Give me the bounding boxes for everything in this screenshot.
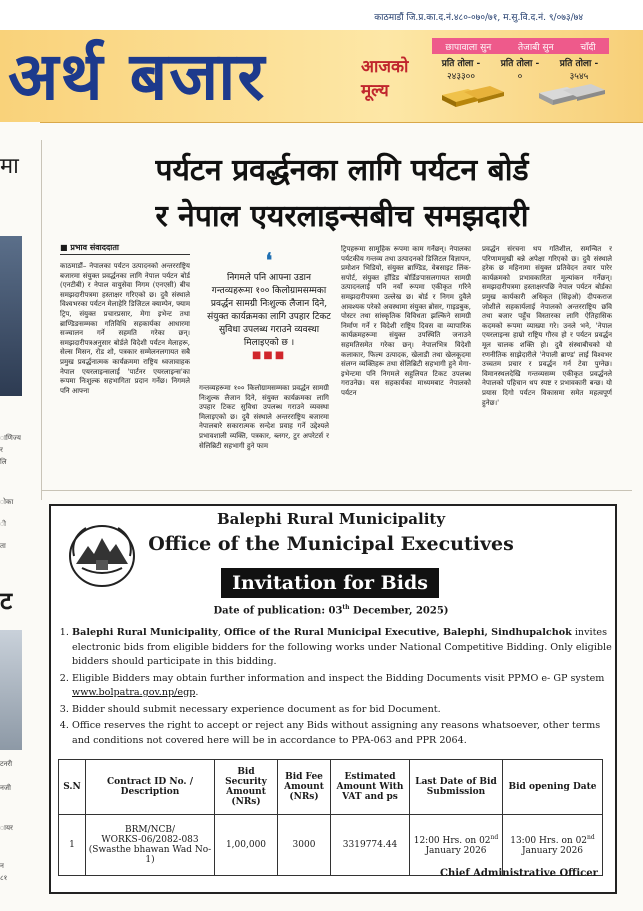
notice-term: 4. Office reserves the right to accept or reject any Bids without assigning any reasons whatsoever, other terms and conditions not covered here will be in accordance to PPA-063 and PPR 2064. xyxy=(72,719,618,748)
cell-sn: 1 xyxy=(59,815,86,876)
price-gold-hallmark: प्रति तोला - २४३३०० xyxy=(441,59,481,82)
table-header: Contract ID No. / Description xyxy=(86,760,215,815)
notice-terms xyxy=(58,626,618,750)
quote-divider-icon: ■■■ xyxy=(251,350,287,361)
left-column-fragment xyxy=(0,122,40,910)
egp-link[interactable]: www.bolpatra.gov.np/egp xyxy=(72,687,196,698)
table-header: Bid Fee Amount (NRs) xyxy=(278,760,331,815)
left-fragment: मा xyxy=(0,154,19,179)
bid-table xyxy=(58,759,603,876)
gold-bars-icon xyxy=(438,80,508,108)
left-fragment: र xyxy=(0,446,3,454)
left-fragment: न xyxy=(0,862,4,870)
left-fragment: ता xyxy=(0,542,6,550)
cell-last-date: 12:00 Hrs. on 02nd January 2026 xyxy=(410,815,503,876)
cell-fee: 3000 xyxy=(278,815,331,876)
table-header: Estimated Amount With VAT and ps xyxy=(331,760,410,815)
table-row xyxy=(59,815,603,876)
notice-term: 1. Balephi Rural Municipality, Office of the Rural Municipal Executive, Balephi, Sindhupalchok invites electronic bids from eligible bidders for the following works under National Competitive Bidding. Only eligible bidders should participate in this bidding. xyxy=(72,626,618,670)
table-header: S.N xyxy=(59,760,86,815)
publication-date: Date of publication: 03th December, 2025) xyxy=(213,604,449,617)
left-fragment: ८१ xyxy=(0,874,8,882)
notice-office: Office of the Municipal Executives xyxy=(148,533,514,555)
table-header-row xyxy=(59,760,603,815)
left-fragment: लि xyxy=(0,458,7,466)
notice-banner: Invitation for Bids xyxy=(221,568,439,598)
notice-term: 3. Bidder should submit necessary experience document as for bid Document. xyxy=(72,703,618,718)
article-column-2: गन्तव्यहरूमा १०० किलोग्रामसम्मका प्रवर्द्धन सामग्री निःशुल्क लैजान दिने, संयुक्त कार्यक्रमका लागि उपहार टिकट सुविधा उपलब्ध गराउने व्यवस्था मिलाइएको छ। दुवै संस्थाले अन्तरराष्ट्रिय बजारमा नेपालबारे सकारात्मक सन्देश प्रवाह गर्ने उद्देश्यले प्रभावशाली व्यक्ति, पत्रकार, ब्लगर, टुर अपरेटर्स र सेलिब्रिटी सहभागी हुने फाम xyxy=(199,384,329,450)
cell-security: 1,00,000 xyxy=(215,815,278,876)
price-tab: चाँदी xyxy=(580,42,596,53)
table-header: Bid opening Date xyxy=(503,760,603,815)
silver-bars-icon xyxy=(535,78,607,108)
byline-rule xyxy=(60,254,190,255)
price-silver: प्रति तोला - ३५४५ xyxy=(559,59,599,82)
notice-term: 2. Eligible Bidders may obtain further information and inspect the Bidding Documents visit PPMO e- GP system www.bolpatra.gov.np/egp. xyxy=(72,672,618,701)
registration-number: काठमाडौं जि.प्र.का.द.नं.४८०-०७०/७१, म.सु.वि.द.नं. ९/०७३/७४ xyxy=(374,13,583,23)
notice-organization: Balephi Rural Municipality xyxy=(216,510,446,528)
registration-strip xyxy=(0,0,643,30)
notice-signature: Chief Administrative Officer xyxy=(440,868,598,879)
price-heading-line1: आजको xyxy=(361,57,409,77)
price-heading-line2: मूल्य xyxy=(361,81,389,101)
column-divider xyxy=(41,140,42,500)
article-column-3: ट्रिपहरूमा सामूहिक रूपमा काम गर्नेछन्। नेपालका पर्यटकीय गन्तव्य तथा उत्पादनको डिजिटल विज्ञापन, प्रमोशन भिडियो, संयुक्त ब्राण्डिड, वेबसाइट लिंक-सपोर्ट, संयुक्त हाँडिड बोर्डिङपासलगायत सामग्री उत्पादनलाई पनि नयाँ रूपमा एकीकृत गरिने समझदारीपत्रमा उल्लेख छ। बोर्ड र निगम दुवैले आवश्यक परेको अवस्थामा संयुक्त ब्रोसर, गाइडबुक, पोस्टर तथा सांस्कृतिक विविधता झल्किने सामग्री निर्माण गर्ने र विदेशी राष्ट्रिय दिवस वा व्यापारिक कार्यक्रमहरूमा संयुक्त उपस्थिति जनाउने सहमतिसमेत गरेका छन्। नेपालभित्र विदेशी कलाकार, फिल्म उत्पादक, खेलाडी तथा खेलकूदमा संलग्न व्यक्तिहरू तथा सेलिब्रिटी सहभागी हुने मेगा-इभेन्टमा पनि निगमले सहुलियत टिकट उपलब्ध गराउनेछ। यस सहकार्यका माध्यमबाट नेपालको पर्यटन xyxy=(341,245,471,397)
byline: ■ प्रभाव संवाददाता xyxy=(60,242,119,252)
nepal-emblem-icon xyxy=(66,520,138,590)
left-fragment: ी xyxy=(0,520,6,528)
left-fragment: ोका xyxy=(0,498,14,506)
article-column-4: प्रवर्द्धन संरचना थप गतिशील, समन्वित र परिणाममुखी बन्ने अपेक्षा गरिएको छ। दुवै संस्थाले हरेक छ महिनामा संयुक्त प्रतिवेदन तयार पारेर कार्यक्रमको प्रभावकारिता मूल्यांकन गर्नेछन्। समझदारीपत्रमा हस्ताक्षरपछि नेपाल पर्यटन बोर्डका प्रमुख कार्यकारी अधिकृत (सिइओ) दीपकराज जोशीले सहकार्यलाई नेपालको अन्तरराष्ट्रिय छवि तथा बजार पहुँच विस्तारका लागि ऐतिहासिक कदमको रूपमा व्याख्या गरे। उनले भने, 'नेपाल एयरलाइन्स हाम्रो राष्ट्रिय गौरव हो र पर्यटन प्रवर्द्धन मूल चालक शक्ति हो। दुवै संस्थाबीचको यो रणनीतिक साझेदारीले 'नेपाली ब्राण्ड' लाई विश्वभर उच्चतम प्रचार र प्रवर्द्धन गर्न टेवा पुग्नेछ। विमानस्थलदेखि गन्तव्यसम्म एकीकृत प्रवर्द्धनले नेपालको पहिचान थप स्पष्ट र प्रभावकारी बन्छ। यो प्रयास दिगो पर्यटन विकासमा समेत महत्वपूर्ण हुनेछ।' xyxy=(482,245,612,407)
pull-quote-text: निगमले पनि आफ्ना उडान गन्तव्यहरूमा १०० किलोग्रामसम्मका प्रवर्द्धन सामग्री निःशुल्क लैजान दिने, संयुक्त कार्यक्रमका लागि उपहार टिकट सुविधा उपलब्ध गराउने व्यवस्था मिलाइएको छ । xyxy=(207,273,331,348)
pull-quote xyxy=(206,248,332,361)
masthead-title: अर्थ बजार xyxy=(8,37,267,115)
cell-contract: BRM/NCB/ WORKS-06/2082-083 (Swasthe bhawan Wad No-1) xyxy=(86,815,215,876)
cell-opening-date: 13:00 Hrs. on 02nd January 2026 xyxy=(503,815,603,876)
left-fragment: नजी xyxy=(0,784,11,792)
price-tabs xyxy=(432,38,609,54)
cell-estimate: 3319774.44 xyxy=(331,815,410,876)
left-fragment: ायर xyxy=(0,824,13,832)
article-headline xyxy=(47,148,637,240)
left-photo-fragment xyxy=(0,630,22,750)
table-header: Bid Security Amount (NRs) xyxy=(215,760,278,815)
table-header: Last Date of Bid Submission xyxy=(410,760,503,815)
price-tab: छापावाला सुन xyxy=(445,42,492,53)
headline-line: र नेपाल एयरलाइन्सबीच समझदारी xyxy=(155,199,529,234)
left-fragment: टनरी xyxy=(0,760,13,768)
price-gold-tejabi: प्रति तोला - ० xyxy=(500,59,540,82)
quote-mark-icon: ❛ xyxy=(265,248,273,272)
left-photo-fragment xyxy=(0,236,22,396)
article-column-1: काठमाडौं– नेपालका पर्यटन उत्पादनको अन्तरराष्ट्रिय बजारमा संयुक्त प्रवर्द्धनका लागि नेपाल पर्यटन बोर्ड (एनटीबी) र नेपाल वायुसेवा निगम (एनएसी) बीच समझदारीपत्रमा हस्ताक्षर गरिएको छ। दुवै संस्थाले विश्वभरका पर्यटन मेलाहेरि डिजिटल क्याम्पेन, फ्याम ट्रिप, संयुक्त प्रचारप्रसार, मेगा इभेन्ट तथा ब्राण्डिङसम्मका गतिविधि सहकार्यका आधारमा सञ्चालन गर्ने सहमति गरेका छन्। समझदारीपत्रअनुसार बोर्डले विदेशी पर्यटन मेलाहरू, सेल्स मिसन, रोड शो, पत्रकार सम्मेलनलगायत सबै प्रमुख प्रवर्द्धनात्मक कार्यक्रममा राष्ट्रिय ध्वजावाहक नेपाल एयरलाइन्सलाई 'पार्टनर एयरलाइन्स'का रूपमा निःशुल्क सहभागिता प्रदान गर्नेछ। निगमले पनि आफ्ना xyxy=(60,262,190,395)
left-fragment: ट xyxy=(0,586,13,615)
headline-line: पर्यटन प्रवर्द्धनका लागि पर्यटन बोर्ड xyxy=(155,153,529,188)
left-fragment: ाणिज्य xyxy=(0,434,21,442)
price-tab: तेजाबी सुन xyxy=(518,42,554,53)
